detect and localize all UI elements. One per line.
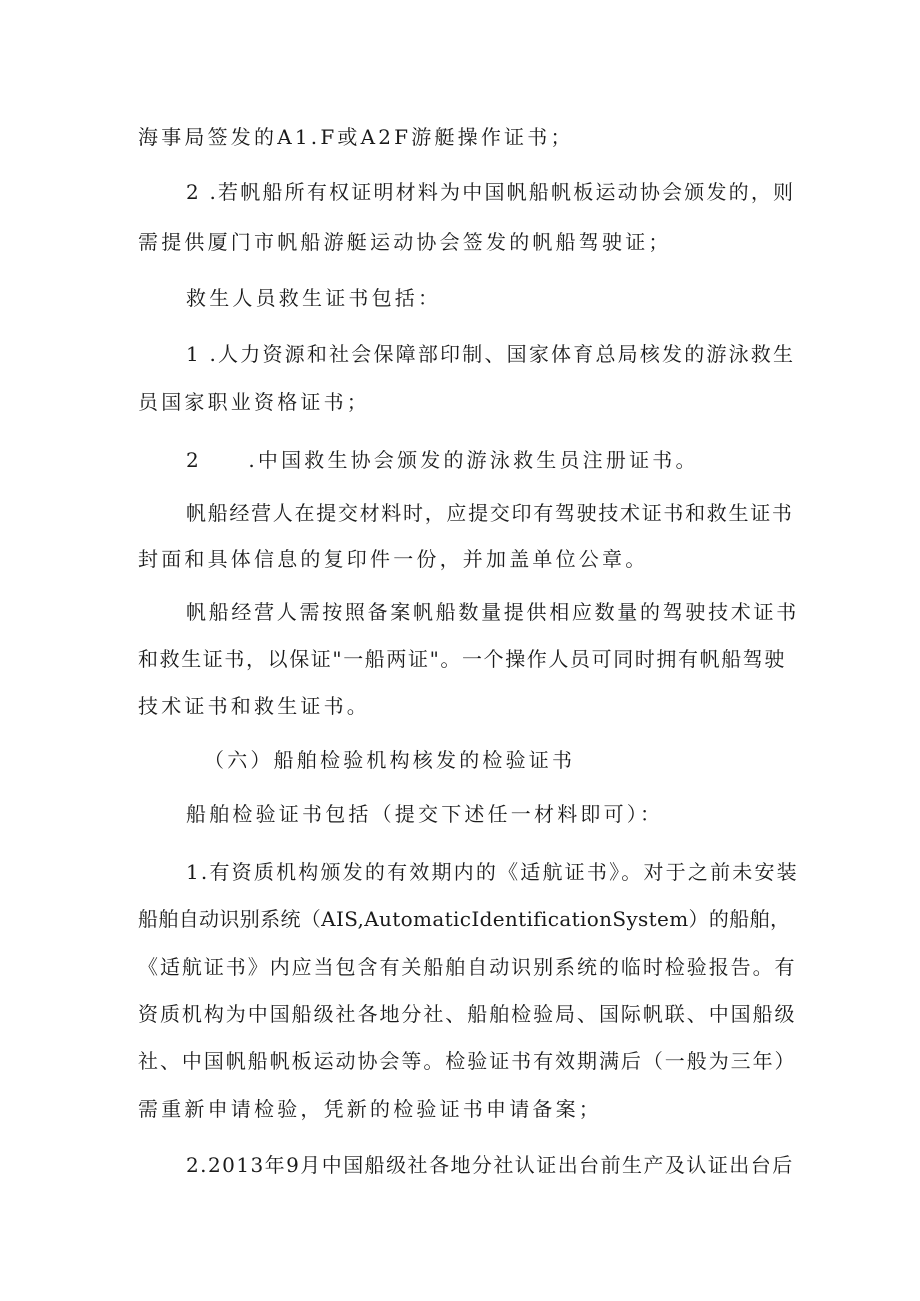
text-line: 和救生证书，以保证"一船两证"。一个操作人员可同时拥有帆船驾驶 [138, 647, 786, 671]
text-line: 技术证书和救生证书。 [138, 694, 370, 718]
text-line: 1 .人力资源和社会保障部印制、国家体育总局核发的游泳救生 [186, 342, 796, 366]
text-line: 帆船经营人在提交材料时，应提交印有驾驶技术证书和救生证书 [186, 501, 794, 525]
section-heading: （六）船舶检验机构核发的检验证书 [204, 748, 576, 772]
text-line: 帆船经营人需按照备案帆船数量提供相应数量的驾驶技术证书 [186, 600, 799, 624]
text-line: 资质机构为中国船级社各地分社、船舶检验局、国际帆联、中国船级 [138, 1002, 797, 1026]
text-line: 社、中国帆船帆板运动协会等。检验证书有效期满后（一般为三年） [138, 1049, 797, 1073]
text-line: 封面和具体信息的复印件一份，并加盖单位公章。 [138, 547, 649, 571]
text-line: 需提供厦门市帆船游艇运动协会签发的帆船驾驶证； [138, 230, 672, 254]
text-line: 2 .中国救生协会颁发的游泳救生员注册证书。 [186, 448, 699, 472]
text-line: 海事局签发的A1.F或A2F游艇操作证书； [138, 125, 574, 149]
text-line: 船舶检验证书包括（提交下述任一材料即可）： [186, 802, 664, 826]
text-line: 需重新申请检验，凭新的检验证书申请备案； [138, 1097, 602, 1121]
text-line: 《适航证书》内应当包含有关船舶自动识别系统的临时检验报告。有 [138, 955, 797, 979]
text-line: 2.2013年9月中国船级社各地分社认证出台前生产及认证出台后 [186, 1153, 794, 1177]
text-line: 救生人员救生证书包括： [186, 286, 442, 310]
text-line: 员国家职业资格证书； [138, 390, 370, 414]
text-line: 船舶自动识别系统（AIS,AutomaticIdentificationSystem）的船舶， [138, 907, 791, 931]
text-line: 2 .若帆船所有权证明材料为中国帆船帆板运动协会颁发的，则 [186, 180, 796, 204]
text-line: 1.有资质机构颁发的有效期内的《适航证书》。对于之前未安装 [186, 860, 799, 884]
